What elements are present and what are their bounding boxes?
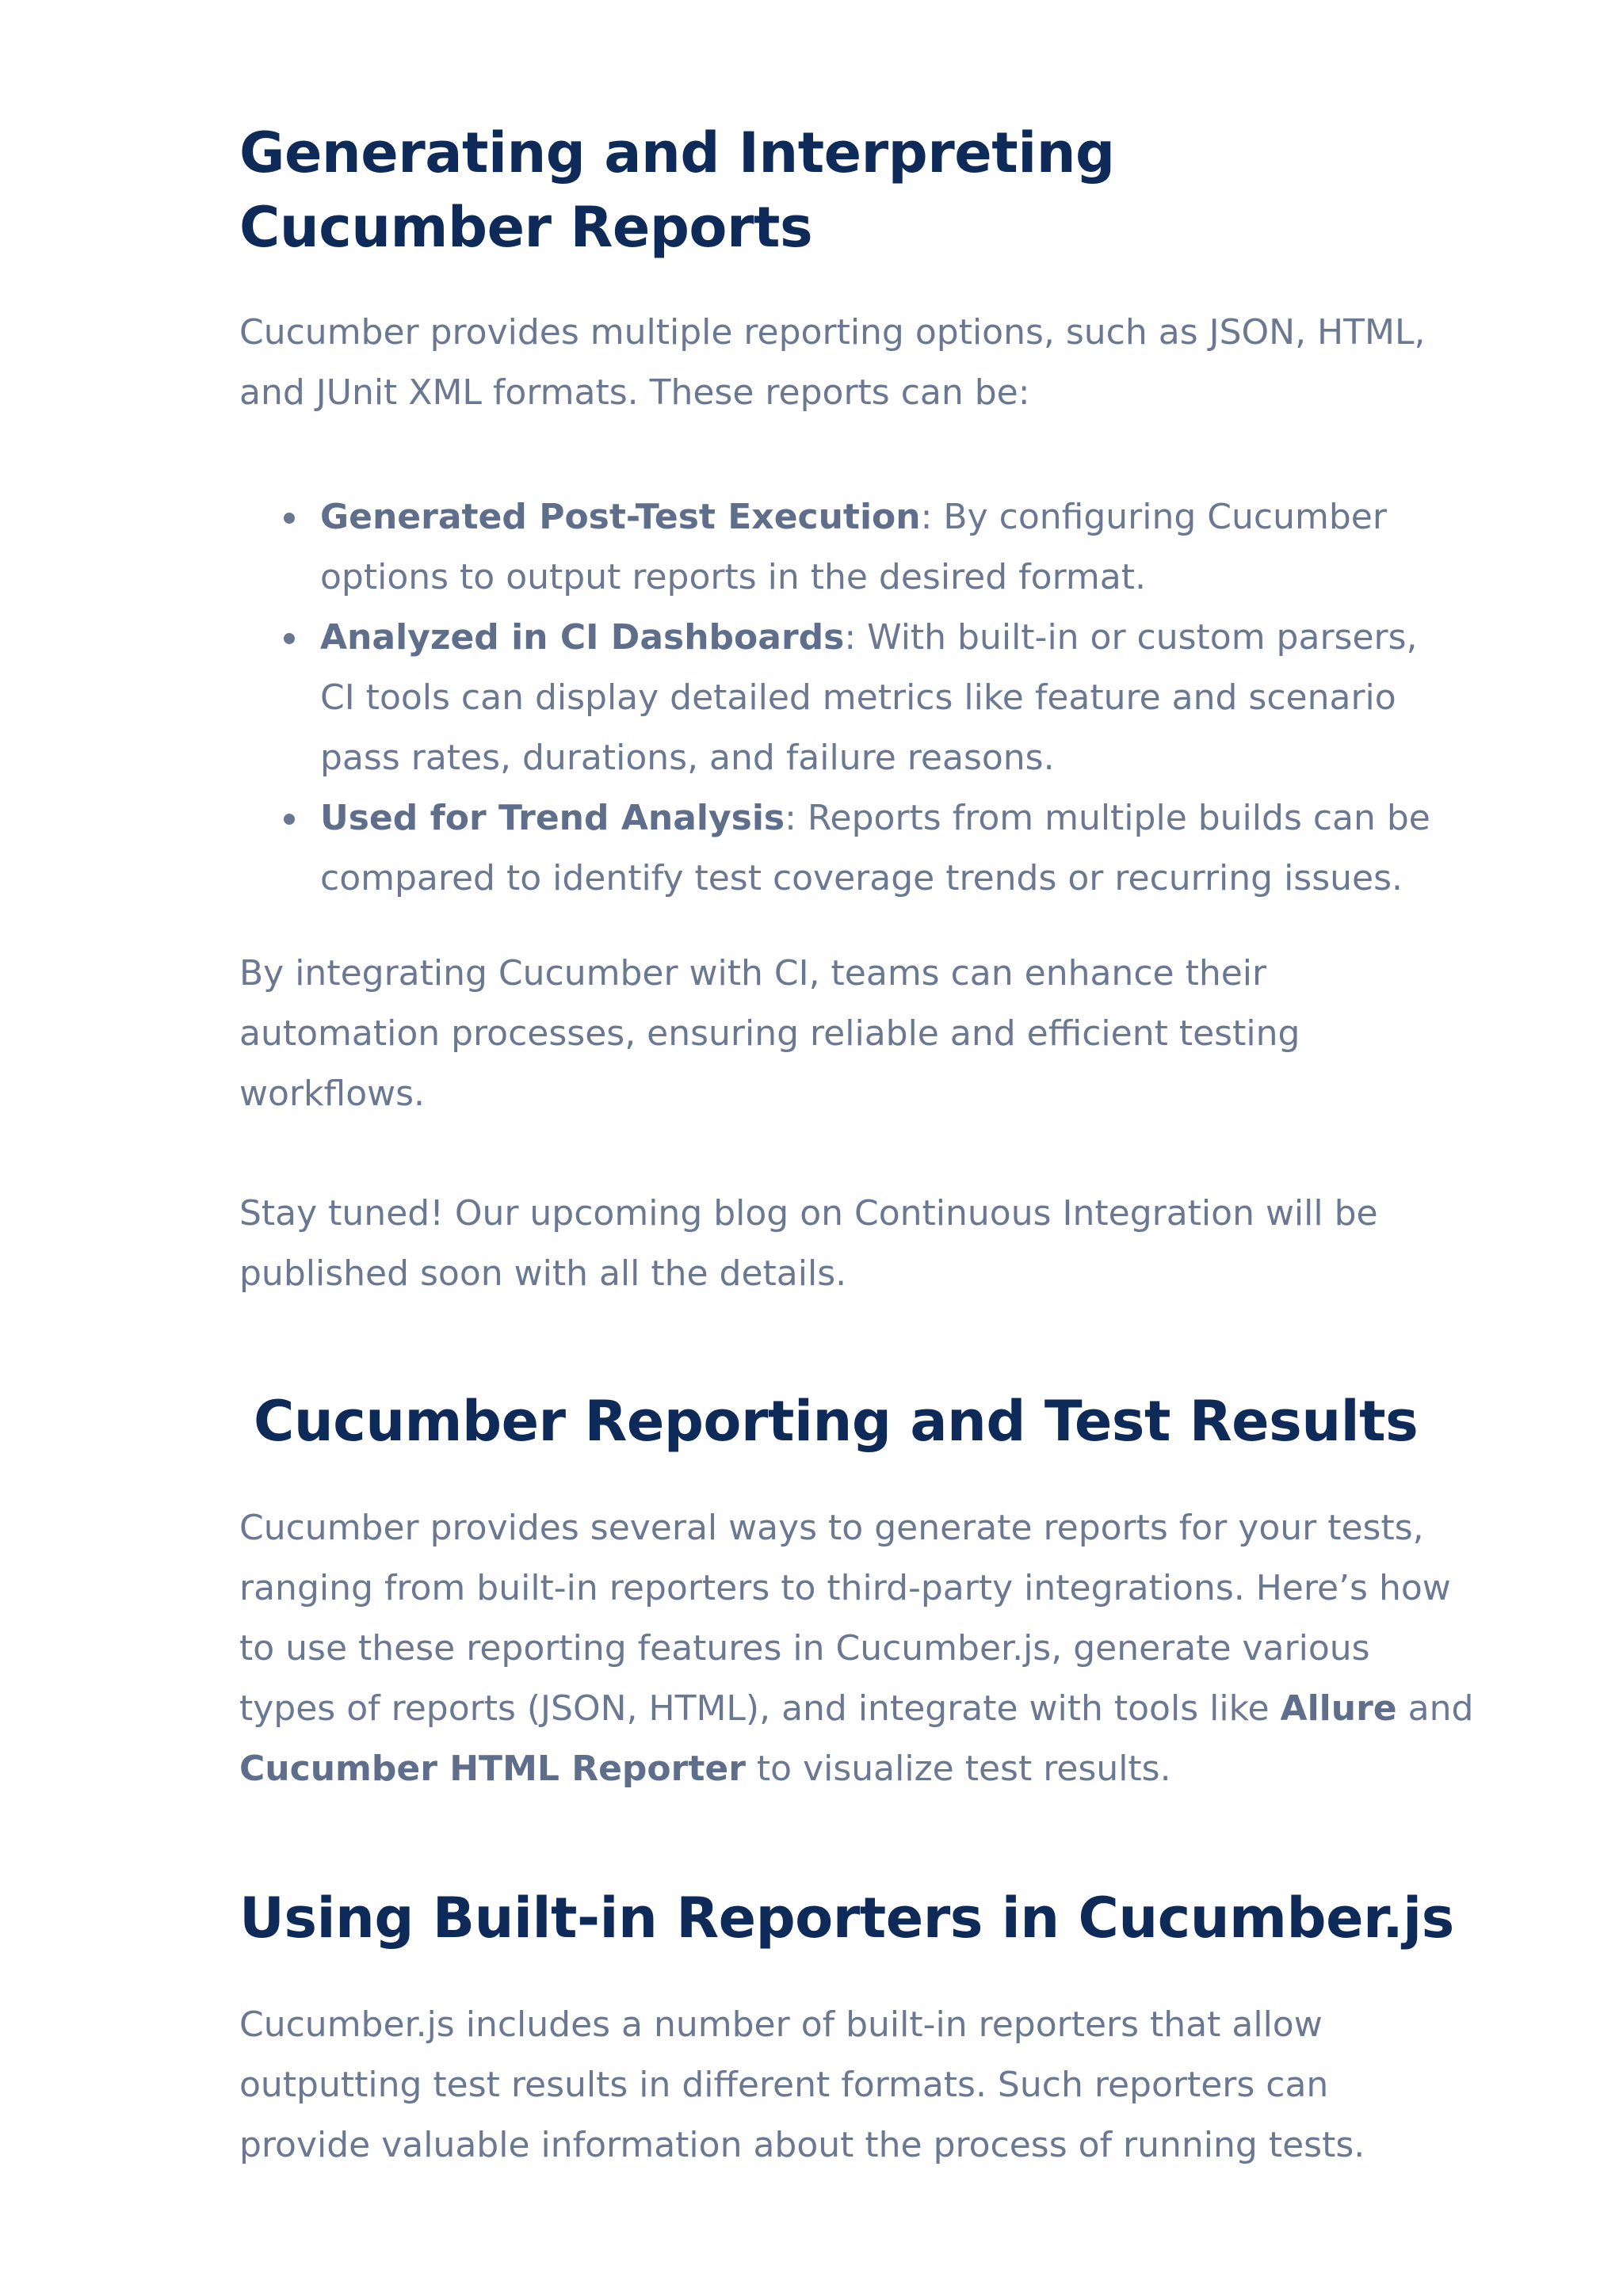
list-item xyxy=(239,788,1444,909)
cucumber-html-reporter-term: Cucumber HTML Reporter xyxy=(239,1749,746,1789)
bullet-icon xyxy=(284,633,295,644)
builtin-reporters-paragraph: Cucumber.js includes a number of built-in reporters that allow outputting test results in different formats. Such reporters can provide valuable information about the process of running tests. xyxy=(239,2004,1365,2165)
bullet-icon xyxy=(284,513,295,524)
reporting-text-start: Cucumber provides several ways to generate reports for your tests, ranging from built-in reporters to third-party integrations. Here’s how to use these reporting features in Cucumber.js, generate various types of reports (JSON, HTML), and integrate with tools like xyxy=(239,1508,1451,1729)
list-item-title: Analyzed in CI Dashboards xyxy=(320,617,845,658)
list-item xyxy=(239,487,1444,608)
section-heading-generating-reports: Generating and Interpreting Cucumber Reports xyxy=(239,120,1115,260)
section-heading-builtin-reporters: Using Built-in Reporters in Cucumber.js xyxy=(239,1886,1454,1951)
reporting-paragraph xyxy=(239,1498,1476,1799)
list-item-text: : With built-in or custom parsers, CI tools can display detailed metrics like feature and scenario pass rates, durations, and failure reasons. xyxy=(320,617,1418,778)
reporting-text-end: to visualize test results. xyxy=(745,1749,1171,1789)
report-uses-list xyxy=(239,487,1444,909)
list-item-title: Generated Post-Test Execution xyxy=(320,497,921,537)
reporting-text-and: and xyxy=(1396,1688,1474,1729)
list-item-title: Used for Trend Analysis xyxy=(320,798,785,838)
bullet-icon xyxy=(284,814,295,825)
list-item-text: : By configuring Cucumber options to output reports in the desired format. xyxy=(320,497,1387,597)
ci-paragraph: By integrating Cucumber with CI, teams can enhance their automation processes, ensuring reliable and efficient testing workflows. xyxy=(239,953,1300,1114)
list-item xyxy=(239,608,1444,788)
allure-term: Allure xyxy=(1280,1688,1397,1729)
section-heading-reporting-results: Cucumber Reporting and Test Results xyxy=(254,1389,1419,1454)
stay-tuned-paragraph: Stay tuned! Our upcoming blog on Continuous Integration will be published soon with all the details. xyxy=(239,1193,1378,1294)
list-item-text: : Reports from multiple builds can be compared to identify test coverage trends or recurring issues. xyxy=(320,798,1430,898)
intro-paragraph: Cucumber provides multiple reporting options, such as JSON, HTML, and JUnit XML formats. These reports can be: xyxy=(239,312,1426,413)
